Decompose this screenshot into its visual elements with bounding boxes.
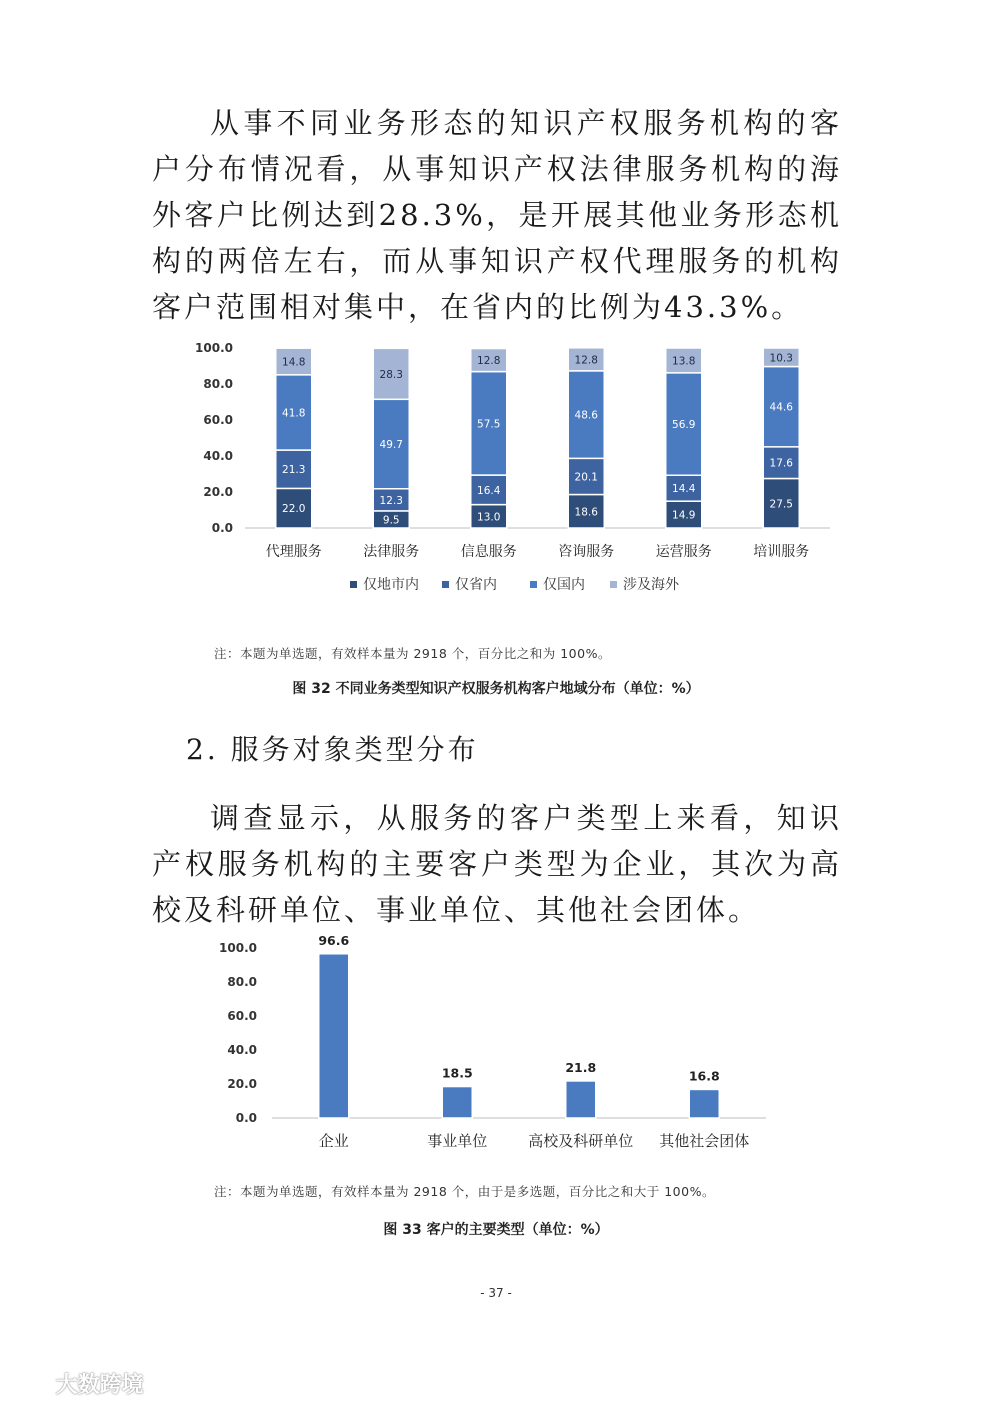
data-label: 12.8 [574, 354, 598, 367]
section-heading: 2. 服务对象类型分布 [186, 733, 479, 766]
data-label: 16.8 [688, 1068, 720, 1084]
paragraph-customer-distribution: 从事不同业务形态的知识产权服务机构的客户分布情况看，从事知识产权法律服务机构的海外客户比例达到28.3%，是开展其他业务形态机构的两倍左右，而从事知识产权代理服务的机构客户范围相对集中，在省内的比例为43.3%。 [152, 106, 842, 324]
legend-swatch [610, 581, 617, 588]
paragraph-client-types: 调查显示，从服务的客户类型上来看，知识产权服务机构的主要客户类型为企业，其次为高校及科研单位、事业单位、其他社会团体。 [152, 801, 842, 927]
bar-chart [200, 930, 800, 1160]
data-label: 20.1 [574, 471, 598, 484]
category-label: 培训服务 [753, 544, 810, 560]
page-number: - 37 - [480, 1286, 512, 1300]
legend-label: 仅省内 [455, 577, 497, 593]
y-tick-label: 40.0 [227, 1043, 257, 1057]
y-tick-label: 0.0 [211, 521, 233, 535]
y-tick-label: 20.0 [203, 485, 233, 499]
data-label: 44.6 [769, 401, 793, 414]
watermark-text: 大数跨境 [55, 1373, 144, 1398]
data-label: 9.5 [382, 514, 400, 527]
legend-label: 仅国内 [543, 577, 585, 593]
data-label: 22.0 [282, 503, 306, 516]
legend-label: 仅地市内 [363, 577, 419, 593]
stacked-bar-chart [180, 330, 840, 610]
category-label: 企业 [318, 1132, 349, 1150]
bar [566, 1081, 596, 1118]
bar [689, 1089, 719, 1118]
data-label: 13.8 [672, 355, 696, 368]
data-label: 48.6 [574, 409, 598, 422]
figure33-caption: 图 33 客户的主要类型（单位：%） [383, 1222, 609, 1238]
y-tick-label: 80.0 [227, 975, 257, 989]
category-label: 其他社会团体 [659, 1132, 750, 1150]
watermark-logo-icon [10, 1376, 44, 1396]
figure32-note: 注：本题为单选题，有效样本量为 2918 个，百分比之和为 100%。 [214, 646, 611, 661]
watermark [10, 1368, 144, 1399]
y-tick-label: 60.0 [203, 413, 233, 427]
y-tick-label: 80.0 [203, 377, 233, 391]
figure32-caption: 图 32 不同业务类型知识产权服务机构客户地域分布（单位：%） [292, 681, 700, 697]
data-label: 41.8 [282, 407, 306, 420]
data-label: 16.4 [477, 484, 501, 497]
category-label: 代理服务 [265, 544, 322, 560]
data-label: 27.5 [769, 498, 793, 511]
data-label: 18.5 [441, 1065, 473, 1081]
data-label: 96.6 [318, 932, 350, 948]
data-label: 21.8 [565, 1059, 597, 1075]
legend-swatch [350, 581, 357, 588]
data-label: 28.3 [379, 368, 403, 381]
category-label: 信息服务 [460, 544, 517, 560]
category-label: 运营服务 [655, 544, 712, 560]
chart-figure33 [200, 930, 800, 1164]
data-label: 13.0 [477, 511, 501, 524]
legend-swatch [442, 581, 449, 588]
category-label: 事业单位 [427, 1132, 488, 1150]
bar [319, 954, 349, 1118]
chart-figure32 [180, 330, 840, 614]
data-label: 57.5 [477, 418, 501, 431]
data-label: 14.4 [672, 483, 696, 496]
data-label: 14.8 [282, 356, 306, 369]
data-label: 49.7 [379, 439, 403, 452]
category-label: 咨询服务 [558, 544, 615, 560]
data-label: 12.3 [379, 494, 403, 507]
data-label: 56.9 [672, 419, 696, 432]
data-label: 14.9 [672, 509, 696, 522]
y-tick-label: 0.0 [235, 1111, 257, 1125]
data-label: 10.3 [769, 352, 793, 365]
data-label: 18.6 [574, 506, 598, 519]
y-tick-label: 40.0 [203, 449, 233, 463]
figure33-note: 注：本题为单选题，有效样本量为 2918 个，由于是多选题，百分比之和大于 100%。 [214, 1184, 715, 1199]
category-label: 高校及科研单位 [528, 1132, 634, 1150]
y-tick-label: 20.0 [227, 1077, 257, 1091]
bar [442, 1087, 472, 1118]
legend-swatch [530, 581, 537, 588]
legend-label: 涉及海外 [623, 577, 679, 593]
y-tick-label: 60.0 [227, 1009, 257, 1023]
y-tick-label: 100.0 [195, 341, 233, 355]
data-label: 17.6 [769, 457, 793, 470]
y-tick-label: 100.0 [219, 941, 257, 955]
data-label: 12.8 [477, 355, 501, 368]
data-label: 21.3 [282, 464, 306, 477]
category-label: 法律服务 [363, 544, 420, 560]
